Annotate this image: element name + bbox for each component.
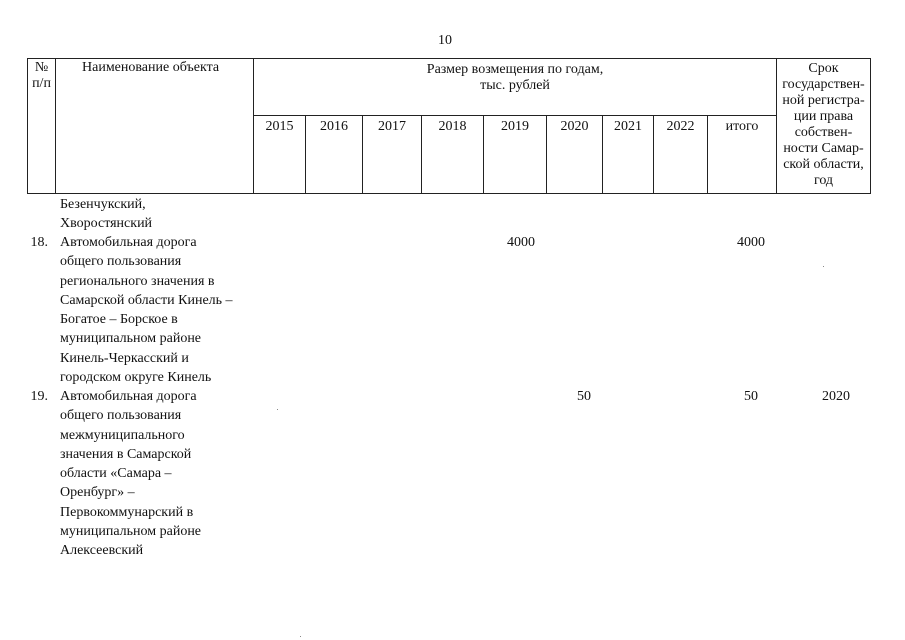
value-2020: 50 <box>577 389 591 404</box>
header-compensation-cell <box>254 59 777 116</box>
term-line: ной регистра- <box>782 93 865 108</box>
header-name-label: Наименование объекта <box>82 60 220 75</box>
name-line: Оренбург» – <box>60 485 135 501</box>
name-line: Автомобильная дорога <box>60 235 197 250</box>
table-header <box>27 58 871 194</box>
name-line: Алексеевский <box>60 543 144 559</box>
term-line: год <box>813 173 834 188</box>
term-line: ции права <box>793 109 854 124</box>
name-line: Безенчукский, <box>60 197 146 212</box>
value-term: 2020 <box>822 389 850 404</box>
page-number: 10 <box>438 33 452 48</box>
scan-speck <box>277 409 278 410</box>
name-line: Первокоммунарский в <box>60 504 194 520</box>
name-line: муниципальном районе <box>60 524 202 540</box>
year-header: 2020 <box>547 116 603 194</box>
header-num-label: № п/п <box>32 60 51 91</box>
scan-speck <box>823 266 824 267</box>
year-header: 2018 <box>422 116 484 194</box>
name-line: общего пользования <box>60 408 182 424</box>
year-header: 2017 <box>363 116 422 194</box>
name-line: Богатое – Борское в <box>60 312 178 328</box>
row-name <box>60 233 260 387</box>
name-line: межмуниципального <box>60 427 185 443</box>
term-line: Срок <box>808 61 839 76</box>
name-line: общего пользования <box>60 254 182 270</box>
value-total: 50 <box>744 389 758 404</box>
row-name <box>60 387 260 561</box>
header-compensation-line2: тыс. рублей <box>480 78 550 93</box>
year-header: 2022 <box>654 116 708 194</box>
name-line: городском округе Кинель <box>60 370 212 386</box>
name-line: значения в Самарской <box>60 446 192 462</box>
name-line: области «Самара – <box>60 466 172 482</box>
scan-speck <box>300 636 301 637</box>
name-line: Самарской области Кинель – <box>60 292 233 308</box>
value-2019: 4000 <box>507 235 535 250</box>
row-name <box>60 195 260 234</box>
year-header: 2015 <box>254 116 306 194</box>
header-num-cell <box>28 59 56 194</box>
header-name-cell <box>56 59 254 194</box>
name-line: Кинель-Черкасский и <box>60 350 189 366</box>
header-term-cell <box>777 59 871 194</box>
term-line: ности Самар- <box>783 141 864 156</box>
row-number: 19. <box>30 389 48 404</box>
name-line: муниципальном районе <box>60 331 202 347</box>
value-total: 4000 <box>737 235 765 250</box>
total-header: итого <box>708 116 777 194</box>
year-header: 2021 <box>603 116 654 194</box>
term-line: собствен- <box>794 125 853 140</box>
year-header: 2019 <box>484 116 547 194</box>
row-number: 18. <box>30 235 48 250</box>
name-line: Хворостянский <box>60 216 153 232</box>
year-header: 2016 <box>306 116 363 194</box>
term-line: государствен- <box>782 77 865 92</box>
term-line: ской области, <box>783 157 864 172</box>
header-compensation-line1: Размер возмещения по годам, <box>426 62 604 77</box>
name-line: регионального значения в <box>60 273 215 289</box>
name-line: Автомобильная дорога <box>60 389 197 404</box>
